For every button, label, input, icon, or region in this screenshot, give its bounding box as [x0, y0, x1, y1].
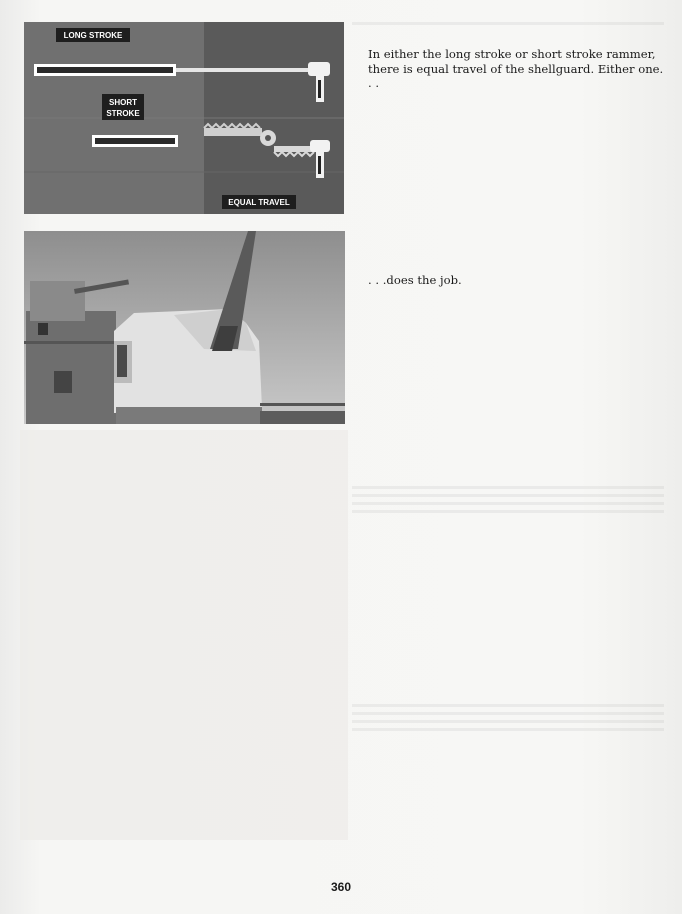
label-long-stroke: LONG STROKE: [63, 31, 123, 40]
label-equal-travel: EQUAL TRAVEL: [228, 198, 290, 207]
caption-first: In either the long stroke or short stroke rammer, there is equal travel of the shellguard. Either one. . .: [368, 47, 664, 90]
show-through-text: [352, 22, 664, 28]
label-short-stroke-1: SHORT: [109, 98, 137, 107]
caption-second: . . .does the job.: [368, 273, 462, 287]
show-through-text: [352, 486, 664, 516]
gun-mount-photo: [24, 231, 345, 424]
page-number: 360: [330, 880, 352, 894]
show-through-area: [20, 430, 348, 840]
show-through-text: [352, 704, 664, 734]
label-short-stroke-2: STROKE: [106, 109, 140, 118]
rammer-stroke-diagram: [24, 22, 344, 214]
